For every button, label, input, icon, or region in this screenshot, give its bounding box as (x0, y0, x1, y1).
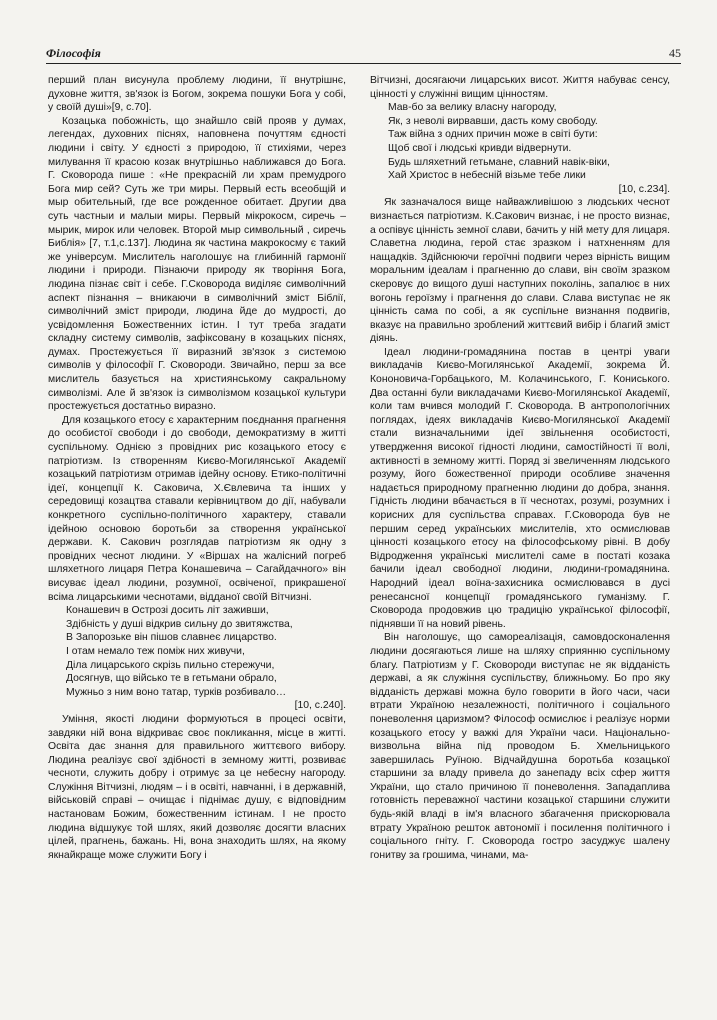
verse-block (66, 604, 346, 699)
paragraph: Уміння, якості людини формуються в процесі освіти, завдяки ній вона відкриває своє покликання, місце в житті. Освіта дає знання для правильного життєвого вибору. Людина реалізує свої здібності в земному житті, розвиває чесноти, служить добру і отримує за це небесну нагороду. Служіння Вітчизні, людям – і в освіті, навчанні, і в державній, військовій справі – очищає і піднімає душу, є відповідним настановам Божим, божественним істинам. І не просто людина відшукує той шлях, який дозволяє досягти власних цілей, прагнень, бажань. Ні, вона знаходить шлях, на якому якнайкраще може служити Богу і (48, 713, 346, 861)
header-rule (46, 63, 681, 64)
right-column (370, 74, 670, 1009)
verse-line: Мужньо з ним воно татар, турків розбивало… (66, 686, 287, 698)
verse-line: Хай Христос в небесній візьме тебе лики (388, 170, 586, 182)
verse-line: Конашевич в Острозі досить літ заживши, (66, 605, 269, 617)
paragraph: перший план висунула проблему людини, її внутрішнє, духовне життя, зв'язок із Богом, зокрема пошуки Бога у собі, у своїй душі»[9, с.70]. (48, 75, 346, 114)
verse-line: В Запорозьке він пішов славнеє лицарство. (66, 632, 277, 644)
verse-line: Будь шляхетний гетьмане, славний навік-віки, (388, 156, 610, 168)
paragraph: Вітчизні, досягаючи лицарських висот. Життя набуває сенсу, цінності у служінні вищим цінностям. (370, 75, 670, 100)
verse-line: Таж війна з одних причин може в світі бути: (388, 129, 598, 141)
verse-line: Мав-бо за велику власну нагороду, (388, 102, 557, 114)
paragraph: Козацька побожність, що знайшло свій прояв у думах, легендах, духовних піснях, наповнена почуттям єдності людини і світу. У єдності з природою, її стихіями, через милування її красою козак внутрішньо наближався до Бога. Г. Сковорода пише : «Не прекрасній ли храм премудрого Бога мир сей? Суть же три миры. Первый есть всеобщій и мыр обительный, где все рожденное обитает. Другии два суть частныи и малыи миры. Первый мікрокосм, сиречь – мырик, мирок или человек. Второй мыр символьный , сиречь Библія» [7, т.1,с.137]. Людина як частина макрокосму є такий же універсум. Мислитель наголошує на глибинній гармонії людини і природи. Пізнаючи природу як творіння Бога, людина пізнає світ і себе. Г.Сковорода виділяє символічний аспект пізнання – вникаючи в символічний зміст Біблії, символічний зміст природи, людина йде до мудрості, до усвідомлення Божественних істин. І тут треба згадати складну систему символів, зафіксовану в козацьких піснях, думах. Простежується її виразний зв'язок з системою символів у філософії Г. Сковороди. Звичайно, перш за все мислитель базується на християнському сакральному символізмі. Але й зв'язок із символізмом козацької культури простежується достатньо виразно. (48, 115, 346, 413)
citation: [10, с.240]. (294, 700, 346, 712)
verse-line: І отам немало теж поміж них живучи, (66, 645, 245, 657)
paragraph: Як зазначалося вище найважливішою з людських чеснот визнається патріотизм. К.Сакович визнає, і не просто визнає, а оспівує цінність земної слави, бачить у ній мету для лицаря. Славетна людина, герой стає зразком і натхненням для нащадків. Здійснюючи героїчні подвиги через вірність вищим моральним ідеалам і прагненню до слави, він своїм зразком скеровує до вищого душі наступних поколінь, запалює в них вогонь героїзму і прагнення до слави. Слава виступає не як цінність сама по собі, а як суспільне визнання подвигів, вказує на правильно зроблений життєвий вибір і благий зміст діянь. (370, 197, 670, 345)
verse-line: Досягнув, що військо те в гетьмани обрало, (66, 673, 277, 685)
paragraph: Для козацького етосу є характерним поєднання прагнення до особистої свободи і до свободи, демократизму в житті суспільному. Однією з провідних рис козацького етосу є патріотизм. Із створенням Києво-Могилянської Академії козацький патріотизм отримав ідейну основу. Етико-політичні ідеї, концепції К. Саковича, Х.Євлевича та інших у середовищі козацтва ставали керівництвом до дії, набували конкретного суспільно-політичного характеру, ставали ідейною основою боротьби за створення української держави. К. Сакович розглядав патріотизм як одну з провідних чеснот людини. У «Віршах на жалісний погреб шляхетного лицаря Петра Конашевича – Сагайдачного» він висуває ідеал людини, розумної, освіченої, прикрашеної всіма лицарськими чеснотами, відданої своїй Вітчизні. (48, 414, 346, 603)
page-number: 45 (669, 46, 681, 60)
paragraph: Він наголошує, що самореалізація, самовдосконалення людини досягаються лише на шляху сприянню суспільному благу. Патріотизм у Г. Сковороди виступає не як відданість державі, а як служіння суспільству, ближньому. Бо про яку відданість державі можна було говорити в його часи, часи втрати Україною незалежності, політичного і соціального поневолення царизмом? Філософ осмислює і реалізує норми козацького етосу у важкі для України часи. Національно-визвольна війна під проводом Б. Хмельницького завершилась Руїною. Відчайдушна боротьба козацької старшини за владу привела до занепаду всіх сфер життя України, що стало причиною її поневолення. Западаплива готовність переважної частини козацької старшини служити будь-якій владі в ім'я власного збагачення прискорювала втрату Україною решток автономії і посилення політичного і соціального гніту. Г. Сковорода гостро засуджує шалену гонитву за грошима, чинами, ма- (370, 632, 670, 861)
citation: [10, с.234]. (618, 183, 670, 195)
verse-line: Діла лицарського скрізь пильно стережучи, (66, 659, 275, 671)
verse-block (388, 101, 670, 183)
section-title: Філософія (46, 46, 101, 60)
verse-line: Як, з неволі вирвавши, дасть кому свободу. (388, 115, 598, 127)
verse-line: Здібність у душі відкрив сильну до звитяжства, (66, 618, 293, 630)
verse-line: Щоб свої і людські кривди відвернути. (388, 142, 572, 154)
paragraph: Ідеал людини-громадянина постав в центрі уваги викладачів Києво-Могилянської Академії, зокрема Й. Кононовича-Горбацького, М. Колачинського, Г. Кониського. Два останні були викладачами Києво-Могилянської Академії, коли там вчився молодий Г. Сковорода. В антропологічних поглядах, ідеях викладачів Києво-Могилянської Академії стали визначальними ідеї звільнення особистості, утвердження високої гідності людини, самостійності її волі, активності в земному житті. Поряд зі звеличенням людського розуму, його божественної природи особливе значення надається природному прагненню людини до добра, знання. Гідність людини вбачається в її чеснотах, розумі, розумних і корисних для суспільства справах. Г.Сковорода був не першим серед українських мислителів, хто осмислював цінності козацького етосу на філософському рівні. В добу Відродження українські мислителі саме в постаті козака бачили ідеал свободної людини, людини-громадянина. Народний ідеал воїна-захисника осмислювався в дусі ренесансної концепції громадянського гуманізму. Г. Сковорода продовжив цю традицію української філософії, піднявши її на новий рівень. (370, 346, 670, 630)
running-header (46, 46, 681, 62)
left-column (48, 74, 346, 1009)
